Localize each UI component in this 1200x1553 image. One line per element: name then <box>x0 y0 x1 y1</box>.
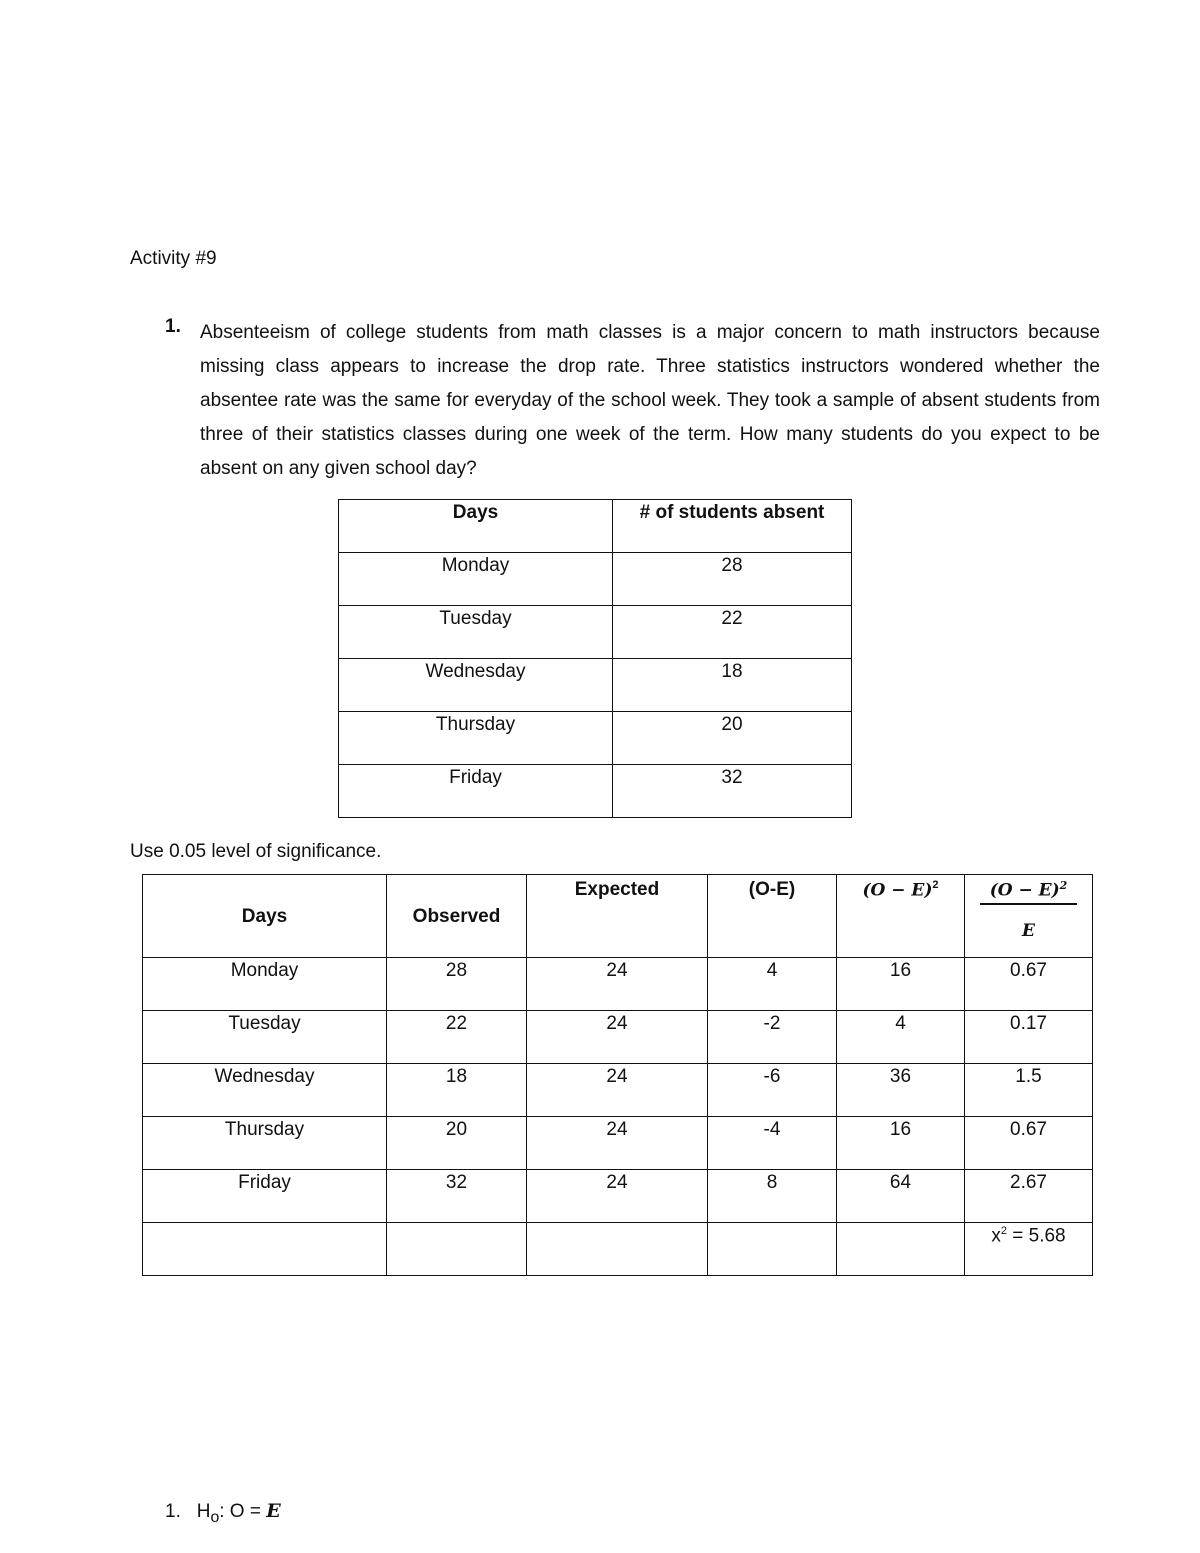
diff-cell: 4 <box>708 958 837 1011</box>
header-observed: Observed <box>387 875 527 958</box>
total-row <box>143 1223 1093 1276</box>
observed-cell: 20 <box>387 1117 527 1170</box>
fraction <box>980 879 1078 941</box>
contribution-cell: 0.67 <box>965 958 1093 1011</box>
fraction-denominator: E <box>1022 920 1035 941</box>
empty-cell <box>143 1223 387 1276</box>
diff-squared-cell: 16 <box>837 1117 965 1170</box>
hypothesis-text: : O = <box>219 1501 267 1522</box>
significance-note: Use 0.05 level of significance. <box>130 841 382 862</box>
day-cell: Friday <box>143 1170 387 1223</box>
list-number: 1. <box>165 1501 181 1522</box>
header-expected: Expected <box>527 875 708 958</box>
table-row <box>339 712 852 765</box>
contribution-cell: 0.67 <box>965 1117 1093 1170</box>
day-cell: Monday <box>143 958 387 1011</box>
diff-cell: 8 <box>708 1170 837 1223</box>
header-days: Days <box>143 875 387 958</box>
empty-cell <box>387 1223 527 1276</box>
hypothesis-h: H <box>196 1501 211 1522</box>
observed-cell: 32 <box>387 1170 527 1223</box>
exponent: 2 <box>1000 1225 1007 1237</box>
observed-cell: 22 <box>387 1011 527 1064</box>
fraction-numerator <box>980 879 1078 905</box>
expected-cell: 24 <box>527 1117 708 1170</box>
chi-square-total <box>965 1223 1093 1276</box>
numerator-expr: (O − E) <box>989 880 1060 901</box>
chi-value: = 5.68 <box>1006 1225 1066 1247</box>
header-chi-contribution <box>965 875 1093 958</box>
contribution-cell: 0.17 <box>965 1011 1093 1064</box>
activity-title: Activity #9 <box>130 248 217 269</box>
header-absent: # of students absent <box>613 500 852 553</box>
day-cell: Monday <box>339 553 613 606</box>
header-o-minus-e: (O-E) <box>708 875 837 958</box>
expected-cell: 24 <box>527 1170 708 1223</box>
hypothesis-e: E <box>266 1500 281 1522</box>
o-minus-e-expr: (O − E) <box>862 880 933 901</box>
table-row <box>143 1170 1093 1223</box>
day-cell: Tuesday <box>339 606 613 659</box>
diff-squared-cell: 4 <box>837 1011 965 1064</box>
table-header-row <box>339 500 852 553</box>
table-row <box>143 1064 1093 1117</box>
day-cell: Wednesday <box>339 659 613 712</box>
expected-cell: 24 <box>527 1064 708 1117</box>
exponent: 2 <box>1059 879 1068 892</box>
empty-cell <box>527 1223 708 1276</box>
day-cell: Tuesday <box>143 1011 387 1064</box>
diff-squared-cell: 36 <box>837 1064 965 1117</box>
exponent: 2 <box>932 879 939 891</box>
contribution-cell: 1.5 <box>965 1064 1093 1117</box>
empty-cell <box>837 1223 965 1276</box>
table-row <box>143 958 1093 1011</box>
observed-cell: 28 <box>387 958 527 1011</box>
header-days: Days <box>339 500 613 553</box>
hypothesis-subscript: o <box>210 1508 220 1526</box>
diff-cell: -6 <box>708 1064 837 1117</box>
day-cell: Wednesday <box>143 1064 387 1117</box>
day-cell: Thursday <box>339 712 613 765</box>
count-cell: 20 <box>613 712 852 765</box>
chi-square-table <box>142 874 1093 1276</box>
chi-symbol: x <box>991 1225 1001 1247</box>
day-cell: Thursday <box>143 1117 387 1170</box>
contribution-cell: 2.67 <box>965 1170 1093 1223</box>
table-row <box>339 765 852 818</box>
count-cell: 28 <box>613 553 852 606</box>
count-cell: 22 <box>613 606 852 659</box>
header-o-minus-e-squared <box>837 875 965 958</box>
observed-cell: 18 <box>387 1064 527 1117</box>
diff-cell: -4 <box>708 1117 837 1170</box>
diff-squared-cell: 16 <box>837 958 965 1011</box>
table-row <box>339 659 852 712</box>
table-row <box>143 1117 1093 1170</box>
count-cell: 32 <box>613 765 852 818</box>
hypothesis-line <box>165 1500 281 1527</box>
table-row <box>339 553 852 606</box>
question-number: 1. <box>165 316 181 337</box>
table-header-row <box>143 875 1093 958</box>
empty-cell <box>708 1223 837 1276</box>
question-text: Absenteeism of college students from math classes is a major concern to math instructors because missing class appears to increase the drop rate. Three statistics instructors wondered whether the absentee rate was the same for everyday of the school week. They took a sample of absent students from three of their statistics classes during one week of the term. How many students do you expect to be absent on any given school day? <box>200 322 1100 479</box>
table-row <box>143 1011 1093 1064</box>
diff-cell: -2 <box>708 1011 837 1064</box>
day-cell: Friday <box>339 765 613 818</box>
table-row <box>339 606 852 659</box>
diff-squared-cell: 64 <box>837 1170 965 1223</box>
expected-cell: 24 <box>527 1011 708 1064</box>
absence-table <box>338 499 852 818</box>
expected-cell: 24 <box>527 958 708 1011</box>
count-cell: 18 <box>613 659 852 712</box>
